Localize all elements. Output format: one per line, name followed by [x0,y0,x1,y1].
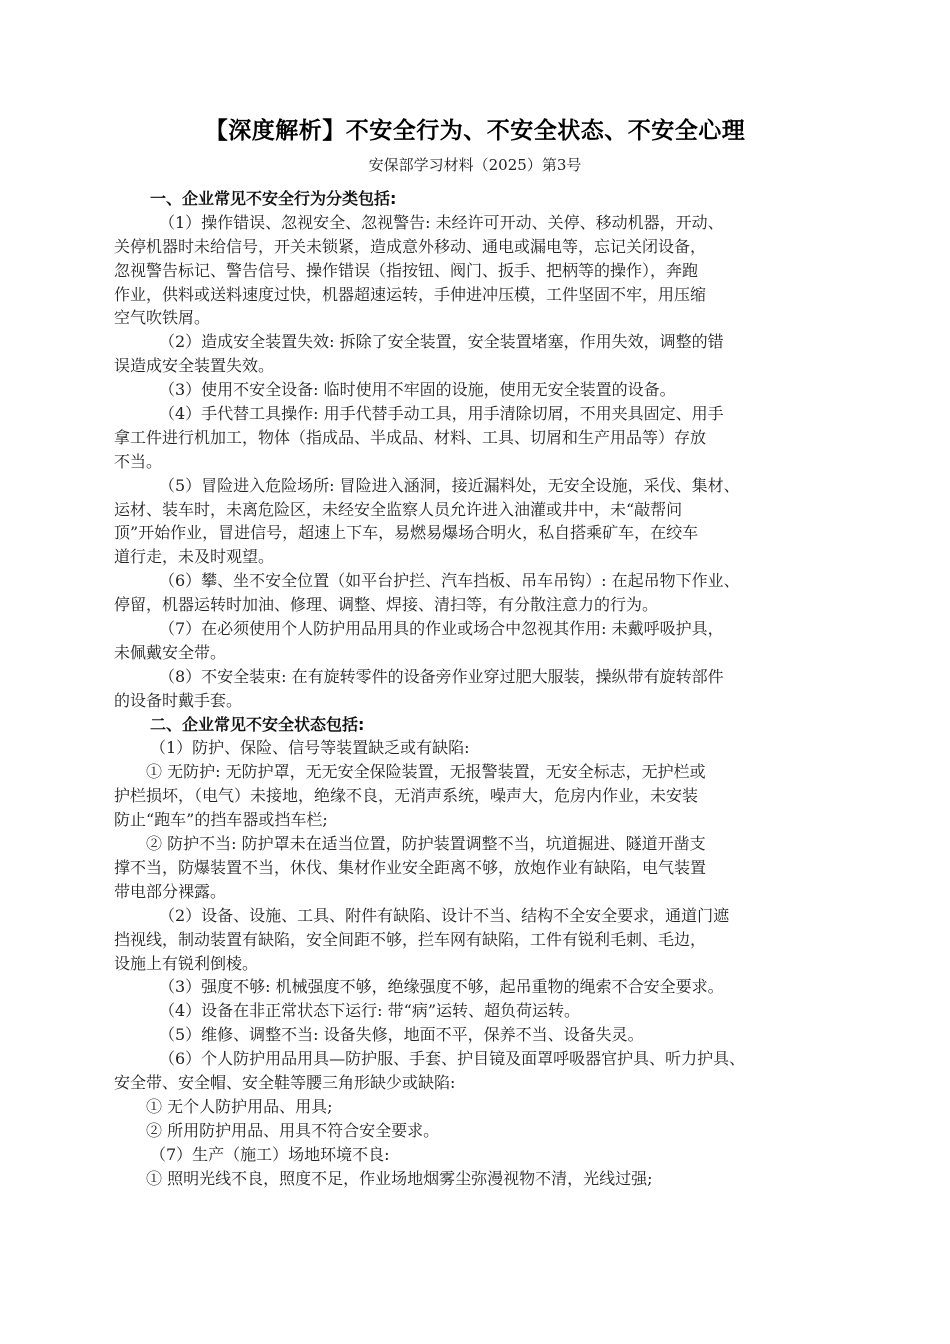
text-line: （4）设备在非正常状态下运行: 带“病”运转、超负荷运转。 [159,1001,581,1021]
text-line: 顶”开始作业，冒进信号，超速上下车，易燃易爆场合明火，私自搭乘矿车，在绞车 [114,523,699,543]
text-line: 拿工件进行机加工，物体（指成品、半成品、材料、工具、切屑和生产用品等）存放 [114,427,707,447]
text-line: （1）操作错误、忽视安全、忽视警告: 未经许可开动、关停、移动机器，开动、 [159,212,724,232]
text-line: 未佩戴安全带。 [114,642,227,662]
text-line: （2）设备、设施、工具、附件有缺陷、设计不当、结构不全安全要求，通道门遮 [159,905,730,925]
document-title: 【深度解析】不安全行为、不安全状态、不安全心理 [204,118,746,144]
text-line: 撑不当，防爆装置不当，休伐、集材作业安全距离不够，放炮作业有缺陷，电气装置 [114,857,707,877]
text-line: 道行走，未及时观望。 [114,547,275,567]
text-line: ① 无个人防护用品、用具; [146,1096,333,1116]
text-line: （2）造成安全装置失效: 拆除了安全装置，安全装置堵塞，作用失效，调整的错 [159,332,724,352]
text-line: （3）强度不够: 机械强度不够，绝缘强度不够，起吊重物的绳索不合安全要求。 [159,977,724,997]
section-heading: 一、企业常见不安全行为分类包括: [150,189,397,208]
text-line: ② 所用防护用品、用具不符合安全要求。 [146,1120,440,1140]
text-line: 关停机器时未给信号，开关未锁紧，造成意外移动、通电或漏电等，忘记关闭设备， [114,236,707,256]
text-line: 挡视线，制动装置有缺陷，安全间距不够，拦车网有缺陷，工件有锐利毛刺、毛边， [114,929,707,949]
text-line: （8）不安全装束: 在有旋转零件的设备旁作业穿过肥大服装，操纵带有旋转部件 [159,666,724,686]
text-line: 防止“跑车”的挡车器或挡车栏; [114,810,328,830]
text-line: 空气吹铁屑。 [114,308,211,328]
text-line: 设施上有锐利倒棱。 [114,953,259,973]
text-line: ① 无防护: 无防护罩，无无安全保险装置，无报警装置，无安全标志，无护栏或 [146,762,706,782]
text-line: （5）冒险进入危险场所: 冒险进入涵洞，接近漏料处，无安全设施，采伐、集材、 [159,475,740,495]
text-line: 护栏损坏，（电气）未接地，绝缘不良，无消声系统，噪声大，危房内作业，未安装 [114,786,699,806]
text-line: 运材、装车时，未离危险区，未经安全监察人员允许进入油灌或井中，未“敲帮问 [114,499,683,519]
text-line: ② 防护不当: 防护罩未在适当位置，防护装置调整不当，坑道掘进、隧道开凿支 [146,834,706,854]
text-line: ① 照明光线不良，照度不足，作业场地烟雾尘弥漫视物不清，光线过强; [146,1168,653,1188]
text-line: （6）攀、坐不安全位置（如平台护拦、汽车挡板、吊车吊钩）: 在起吊物下作业、 [159,571,740,591]
document-body [114,187,844,1190]
text-line: 忽视警告标记、警告信号、操作错误（指按钮、阀门、扳手、把柄等的操作），奔跑 [114,260,699,280]
text-line: 安全带、安全帽、安全鞋等腰三角形缺少或缺陷: [114,1072,456,1092]
text-line: （5）维修、调整不当: 设备失修，地面不平，保养不当、设备失灵。 [159,1025,644,1045]
text-line: 停留，机器运转时加油、修理、调整、焊接、清扫等，有分散注意力的行为。 [114,595,659,615]
text-line: 作业，供料或送料速度过快，机器超速运转，手伸进冲压模，工件坚固不牢，用压缩 [114,284,707,304]
text-line: （6）个人防护用品用具—防护服、手套、护目镜及面罩呼吸器官护具、听力护具、 [159,1049,746,1069]
text-line: （1）防护、保险、信号等装置缺乏或有缺陷: [150,738,470,758]
text-line: （7）在必须使用个人防护用品用具的作业或场合中忽视其作用: 未戴呼吸护具， [159,619,724,639]
text-line: （4）手代替工具操作: 用手代替手动工具，用手清除切屑，不用夹具固定、用手 [159,404,724,424]
section-heading: 二、企业常见不安全状态包括: [150,714,365,734]
text-line: 带电部分裸露。 [114,881,227,901]
text-line: （7）生产（施工）场地环境不良: [150,1144,390,1164]
text-line: 的设备时戴手套。 [114,690,243,710]
text-line: 不当。 [114,451,163,471]
text-line: （3）使用不安全设备: 临时使用不牢固的设施，使用无安全装置的设备。 [159,380,676,400]
text-line: 误造成安全装置失效。 [114,356,275,376]
document-subtitle: 安保部学习材料（2025）第3号 [368,156,582,174]
